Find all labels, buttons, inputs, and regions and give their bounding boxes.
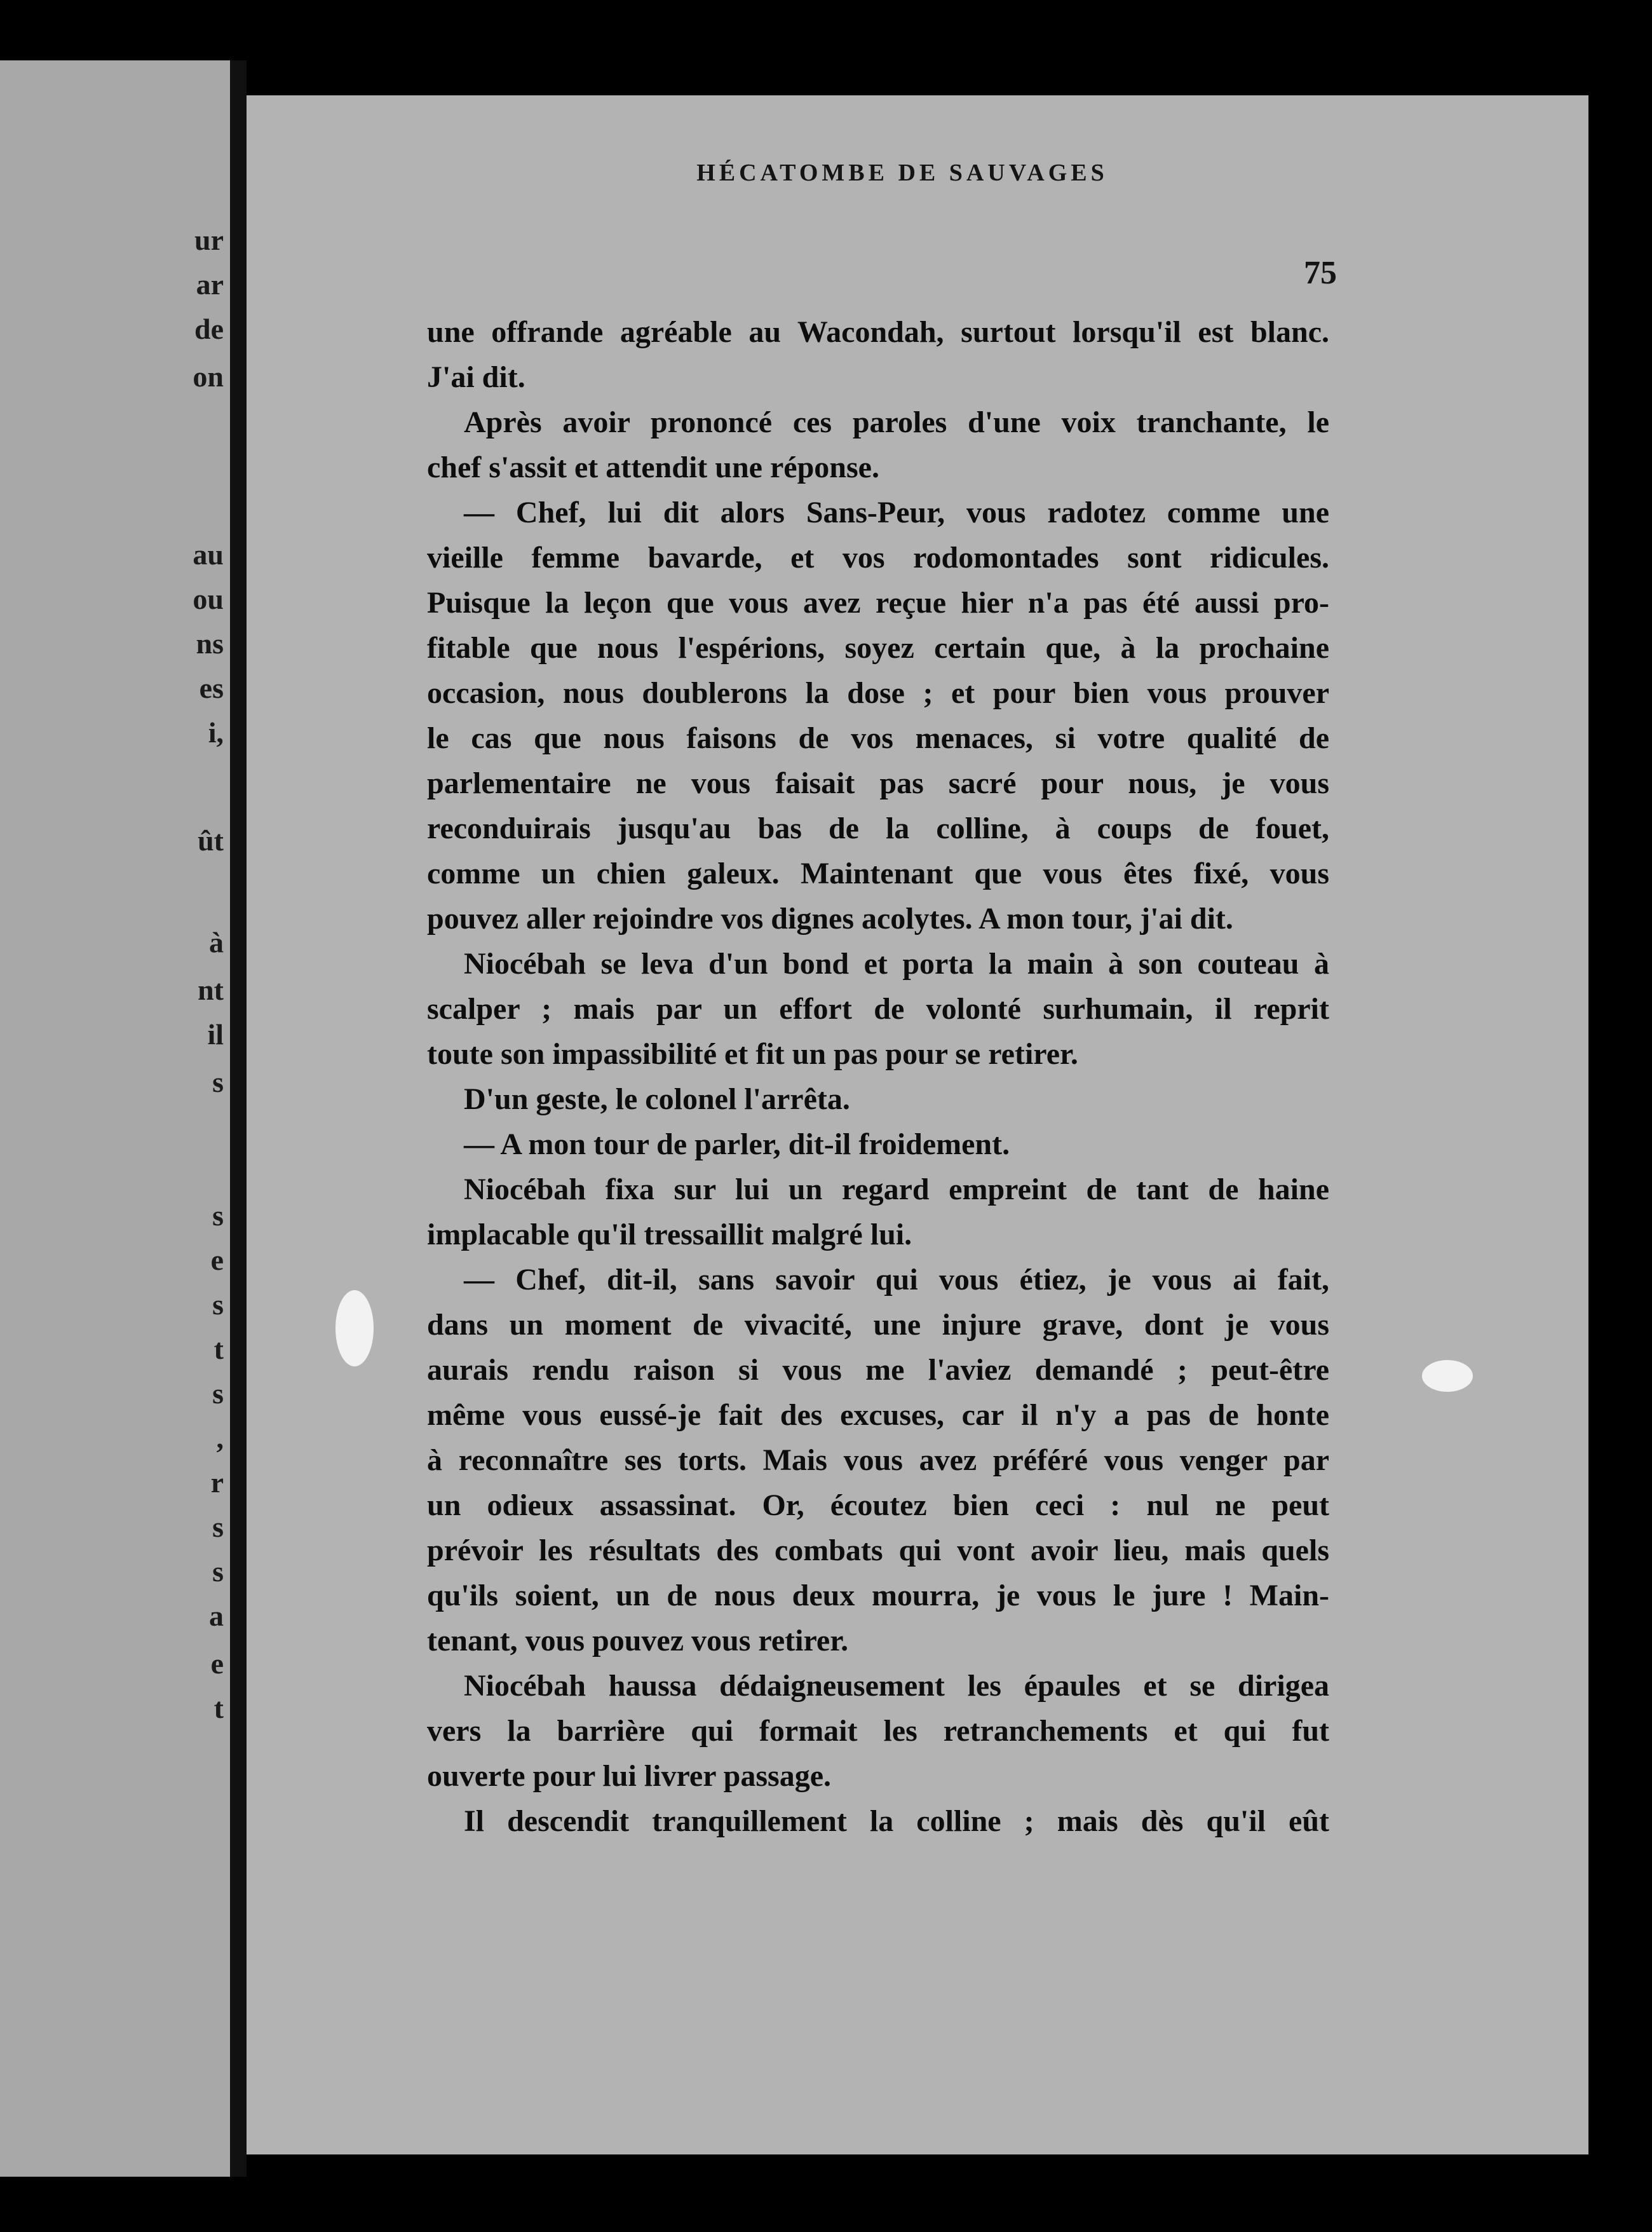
text-line: toute son impassibilité et fit un pas pour se retirer. xyxy=(427,1037,1078,1071)
paragraph xyxy=(427,1122,1329,1167)
left-page-fragment: s xyxy=(212,1511,224,1543)
text-line: même vous eussé-je fait des excuses, car il n'y a pas de honte xyxy=(427,1398,1329,1432)
left-page-fragment: ns xyxy=(196,627,224,660)
left-page-fragment: à xyxy=(209,926,224,958)
left-page-fragment: s xyxy=(212,1377,224,1410)
left-page-fragment: ou xyxy=(193,583,224,615)
left-page-fragment: t xyxy=(213,1692,224,1724)
text-line: implacable qu'il tressaillit malgré lui. xyxy=(427,1218,912,1251)
paragraph xyxy=(427,941,1329,1077)
text-line: le cas que nous faisons de vos menaces, si votre qualité de xyxy=(427,721,1329,755)
left-page-fragment: e xyxy=(210,1244,224,1276)
text-line: qu'ils soient, un de nous deux mourra, je vous le jure ! Main- xyxy=(427,1579,1329,1612)
left-page-fragment: a xyxy=(209,1600,224,1632)
text-line: une offrande agréable au Wacondah, surtout lorsqu'il est blanc. xyxy=(427,315,1329,349)
text-line: dans un moment de vivacité, une injure grave, dont je vous xyxy=(427,1308,1329,1342)
page-number: 75 xyxy=(1304,255,1337,291)
text-line: à reconnaître ses torts. Mais vous avez préféré vous venger par xyxy=(427,1443,1329,1477)
text-line: vers la barrière qui formait les retranchements et qui fut xyxy=(427,1714,1329,1748)
text-line: tenant, vous pouvez vous retirer. xyxy=(427,1624,849,1657)
left-page-fragment: ar xyxy=(196,268,224,301)
text-line: Il descendit tranquillement la colline ; mais dès qu'il eût xyxy=(464,1804,1329,1838)
paper-stain xyxy=(335,1290,374,1366)
paper-stain xyxy=(1422,1360,1473,1392)
running-header: HÉCATOMBE DE SAUVAGES xyxy=(696,160,1108,186)
left-page-fragment: e xyxy=(210,1647,224,1680)
paragraph xyxy=(427,1799,1329,1844)
text-line: aurais rendu raison si vous me l'aviez demandé ; peut-être xyxy=(427,1353,1329,1387)
text-line: Niocébah se leva d'un bond et porta la main à son couteau à xyxy=(464,947,1329,981)
text-line: — Chef, lui dit alors Sans-Peur, vous radotez comme une xyxy=(464,496,1329,529)
text-line: scalper ; mais par un effort de volonté surhumain, il reprit xyxy=(427,992,1329,1026)
book-gutter xyxy=(230,60,247,2177)
left-page-edge xyxy=(0,60,230,2177)
text-line: reconduirais jusqu'au bas de la colline, à coups de fouet, xyxy=(427,812,1329,845)
text-line: parlementaire ne vous faisait pas sacré pour nous, je vous xyxy=(427,766,1329,800)
left-page-fragment: r xyxy=(210,1466,224,1499)
text-line: fitable que nous l'espérions, soyez certain que, à la prochaine xyxy=(427,631,1329,665)
left-page-fragment: au xyxy=(193,538,224,571)
left-page-fragment: s xyxy=(212,1199,224,1232)
text-line: D'un geste, le colonel l'arrêta. xyxy=(464,1082,850,1116)
text-line: comme un chien galeux. Maintenant que vous êtes fixé, vous xyxy=(427,857,1329,890)
paragraph xyxy=(427,310,1329,400)
text-line: Puisque la leçon que vous avez reçue hier n'a pas été aussi pro- xyxy=(427,586,1329,620)
paragraph xyxy=(427,400,1329,490)
text-line: — Chef, dit-il, sans savoir qui vous étiez, je vous ai fait, xyxy=(464,1263,1329,1296)
left-page-fragment: t xyxy=(213,1333,224,1365)
paragraph xyxy=(427,1167,1329,1257)
left-page-fragment: , xyxy=(216,1422,224,1454)
left-page-fragment: on xyxy=(193,360,224,393)
paragraph xyxy=(427,490,1329,941)
text-line: Niocébah haussa dédaigneusement les épaules et se dirigea xyxy=(464,1669,1329,1703)
left-page-fragment: il xyxy=(207,1018,224,1051)
left-page-fragment: s xyxy=(212,1288,224,1321)
text-line: ouverte pour lui livrer passage. xyxy=(427,1759,831,1793)
left-page-fragment: de xyxy=(194,313,224,345)
text-line: pouvez aller rejoindre vos dignes acolytes. A mon tour, j'ai dit. xyxy=(427,902,1233,936)
text-line: chef s'assit et attendit une réponse. xyxy=(427,451,879,484)
left-page-fragment: i, xyxy=(208,716,224,749)
text-line: J'ai dit. xyxy=(427,360,525,394)
left-page-fragment: nt xyxy=(198,974,224,1006)
body-text xyxy=(427,310,1329,1844)
text-line: occasion, nous doublerons la dose ; et pour bien vous prouver xyxy=(427,676,1329,710)
text-line: — A mon tour de parler, dit-il froidement. xyxy=(464,1127,1010,1161)
left-page-fragment: ût xyxy=(198,824,224,857)
text-line: prévoir les résultats des combats qui vont avoir lieu, mais quels xyxy=(427,1534,1329,1567)
text-line: un odieux assassinat. Or, écoutez bien ceci : nul ne peut xyxy=(427,1488,1329,1522)
left-page-fragment: ur xyxy=(194,224,224,256)
paragraph xyxy=(427,1663,1329,1799)
paragraph xyxy=(427,1257,1329,1663)
text-line: vieille femme bavarde, et vos rodomontades sont ridicules. xyxy=(427,541,1329,575)
text-line: Niocébah fixa sur lui un regard empreint de tant de haine xyxy=(464,1173,1329,1206)
left-page-fragment: s xyxy=(212,1555,224,1588)
text-line: Après avoir prononcé ces paroles d'une voix tranchante, le xyxy=(464,405,1329,439)
left-page-fragment: s xyxy=(212,1066,224,1098)
paragraph xyxy=(427,1077,1329,1122)
left-page-fragment: es xyxy=(199,672,224,704)
